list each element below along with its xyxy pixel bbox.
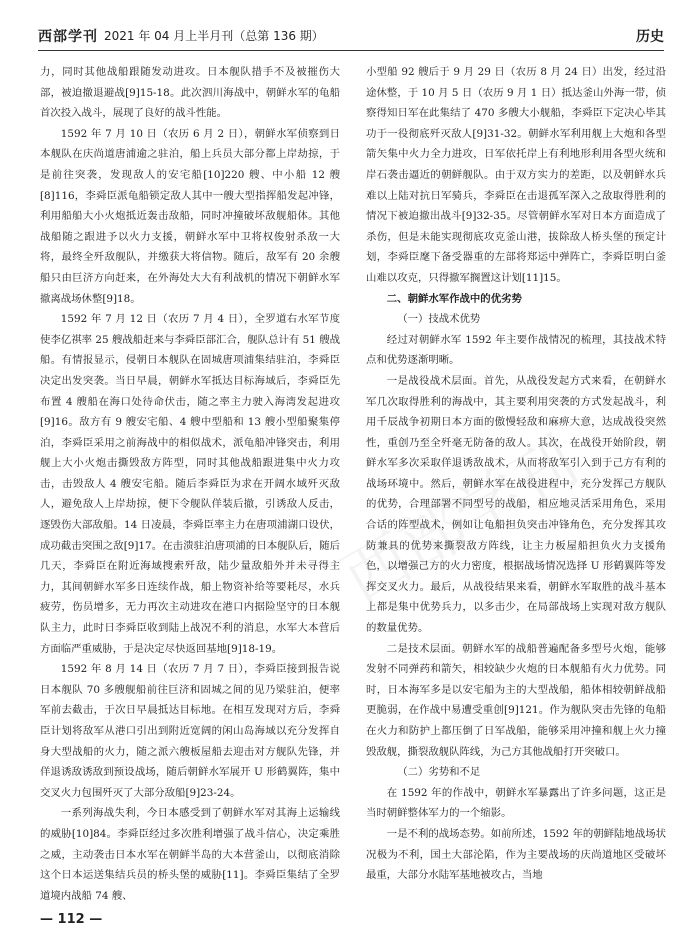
paragraph: 一是战役战术层面。首先，从战役发起方式来看，在朝鲜水军几次取得胜利的海战中，其主要利用突袭的方式发起战斗，利用千辰战争初期日本方面的傲慢轻敌和麻痹大意，达成战役突然性，重创乃至全歼毫无防备的敌人。其次，在战役开始阶段，朝鲜水军多次采取佯退诱敌战术，从而将敌军引入到于己方有利的战场环境中。然后，朝鲜水军在战役进程中，充分发挥己方舰队的优势，合理部署不同型号的战船，相应地灵活采用角色，采用合话的阵型战术，例如让龟船担负突击冲锋角色，充分发挥其攻防兼具的优势来撕裂敌方阵线，让主力板屋船担负火力支援角色，以增强己方的火力密度，根据战场情况选择 U 形鹤翼阵等发挥交叉火力。最后，从战役结果来看，朝鲜水军取胜的战斗基本上都是集中优势兵力，以多击少，在局部战场上实现对敌方舰队的数量优势。 [366,374,666,635]
issue-info: 2021 年 04 月上半月刊（总第 136 期） [104,29,324,43]
paragraph: 力，同时其他战船跟随发动进攻。日本舰队措手不及被摧伤大部，被迫撤退避战[9]15-18。此次泗川海战中，朝鲜水军的龟船首次投入战斗，展现了良好的战斗性能。 [40,66,340,120]
subsection-heading: （一）技战术优势 [397,313,481,326]
paragraph: 二是技术层面。朝鲜水军的战船普遍配备多型号火炮，能够发射不同弹药和箭矢，相较缺少火炮的日本舰船有火力优势。同时，日本海军多是以安宅船为主的大型战船，船体相较朝鲜战船更脆弱，在作战中易遭受重创[9]121。作为舰队突击先锋的龟船在火力和防护上都压倒了日军战船，能够采用冲撞和舰上火力撞毁敌舰，撕裂敌舰队阵线，为己方其他战船打开突破口。 [366,642,666,758]
paragraph: 在 1592 年的作战中，朝鲜水军暴露出了许多问题，这正是当时朝鲜整体军力的一个缩影。 [366,786,666,820]
page-number: — 112 — [40,912,103,927]
paragraph: 1592 年 8 月 14 日（农历 7 月 7 日），李舜臣接到报告说日本舰队 70 多艘舰船前往巨济和固城之间的见乃梁驻泊，便率军前去截击，于次日早晨抵达目标地。在相互发现对方后，李舜臣计划将敌军从港口引出到附近宽阔的闲山岛海域以充分发挥自身大型战船的火力，随之派六艘板屋船去迎击对方舰队先锋，并佯退诱敌诱敌到预设战场，随后朝鲜水军展开 U 形鹤翼阵，集中交叉火力包围歼灭了大部分敌船[9]23-24。 [40,663,340,799]
paragraph: 1592 年 7 月 10 日（农历 6 月 2 日），朝鲜水军侦察到日本舰队在庆尚道唐浦逾之驻泊，船上兵员大部分都上岸劫掠，于是前往突袭，发现敌人的安宅船[10]220 艘、中小船 12 艘[8]116，李舜臣派龟船锁定敌人其中一艘大型指挥船发起冲锋，利用船船大小火炮抵近轰击敌船，同时冲撞破坏敌舰船体。其他战船随之跟进予以火力支援，朝鲜水军中卫将权俊射杀敌一大将，最终全歼敌舰队，并缴获大将信物。随后，敌军有 20 余艘船只由巨济方向赶来，在外海处大大有利战机的情况下朝鲜水军撤离战场休整[9]18。 [40,127,340,305]
paragraph: 一系列海战失利，今日本感受到了朝鲜水军对其海上运输线的威胁[10]84。李舜臣经过多次胜利增强了战斗信心，决定乘胜之威，主动袭击日本水军在朝鲜半岛的大本营釜山，以彻底消除这个日本运送集结兵员的桥头堡的威胁[11]。李舜臣集结了全罗道境内战船 74 艘、 [40,807,340,902]
section-heading: 二、朝鲜水军作战中的优劣势 [386,292,522,305]
page-header [38,26,664,48]
section-title: 历史 [636,29,664,45]
paragraph: 经过对朝鲜水军 1592 年主要作战情况的梳理，其技战术特点和优势逐渐明晰。 [366,333,666,367]
journal-masthead: 西部学刊 [38,29,98,45]
right-column [366,62,666,886]
paragraph: 一是不利的战场态势。如前所述，1592 年的朝鲜陆地战场状况极为不利，国土大部沦陷，作为主要战场的庆尚道地区受破坏最重，大部分水陆军基地被攻占，当地 [366,827,666,882]
paragraph: 小型船 92 艘后于 9 月 29 日（农历 8 月 24 日）出发，经过沿途休整，于 10 月 5 日（农历 9 月 1 日）抵达釜山外海一带，侦察得知日军在此集结了 470 多艘大小舰船，李舜臣下定决心毕其功于一役彻底歼灭敌人[9]31-32。朝鲜水军利用舰上大炮和各型箭矢集中火力全力进攻，日军依托岸上有利地形利用各型火统和岸石袭击逼近的朝鲜舰队。由于双方实力的差距，以及朝鲜水兵难以上陆对抗日军骑兵，李舜臣在击退孤军深入之敌取得胜利的情况下被迫撤出战斗[9]32-35。尽管朝鲜水军对日本方面造成了杀伤，但是未能实现彻底攻克釜山港，拔除敌人桥头堡的预定计划，李舜臣麾下备受器重的左部将郑运中弹阵亡，李舜臣明白釜山难以攻克，只得撤军搁置这计划[11]15。 [366,66,666,284]
paragraph: 1592 年 7 月 12 日（农历 7 月 4 日），全罗道右水军节度使李亿祺率 25 艘战船赶来与李舜臣部汇合，舰队总计有 51 艘战船。有情报显示，侵朝日本舰队在固城唐项浦集结驻泊，李舜臣决定出发突袭。当日早晨，朝鲜水军抵达目标海域后，李舜臣先布置 4 艘船在海口处待命伏击，随之率主力驶入海湾发起进攻[9]16。敌方有 9 艘安宅船、4 艘中型船和 13 艘小型船聚集停泊，李舜臣采用之前海战中的相似战术，派龟船冲锋突击，利用舰上大小火炮击撕毁敌方阵型，同时其他战船跟进集中火力攻击，击毁敌人 4 艘安宅船。随后李舜臣为求在开阔水域歼灭敌人，避免敌人上岸劫掠，便下令舰队佯装后撤，引诱敌人反击，逐毁伤大部敌船。14 日凌晨，李舜臣率主力在唐项浦湖口设伏，成功截击突围之敌[9]17。在击溃驻泊唐项浦的日本舰队后，随后几天，李舜臣在附近海域搜索歼敌，陆少量敌船外并未寻得主力，其间朝鲜水军多日连续作战，船上物资补给等要耗尽，水兵疲劳，伤员增多，无力再次主动进攻在港口内据险坚守的日本舰队主力，此时日李舜臣收到陆上战况不利的消息，水军大本营后方面临严重威胁，于是决定尽快返回基地[9]18-19。 [40,313,340,655]
header-rule [38,50,664,51]
subsection-heading: （二）劣势和不足 [397,766,481,779]
left-column [40,62,340,906]
